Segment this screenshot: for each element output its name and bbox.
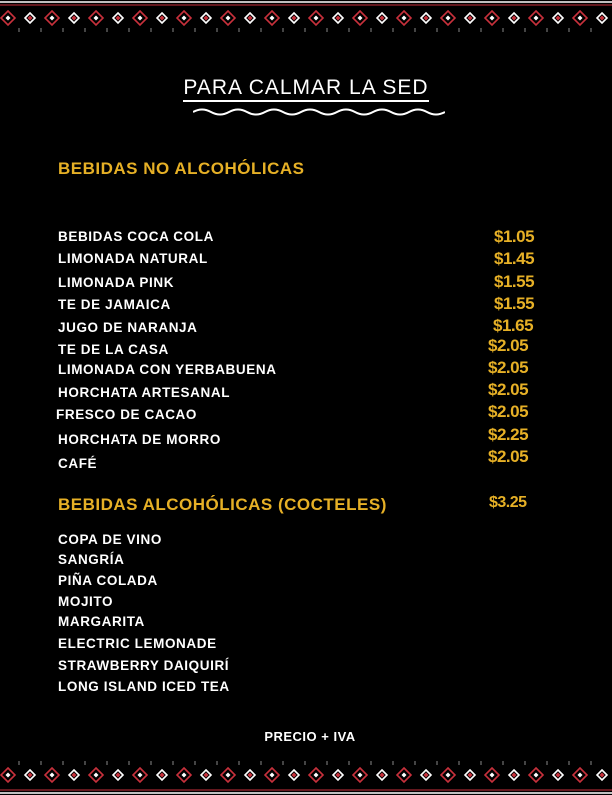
cocktail-price: $3.25 bbox=[489, 494, 527, 511]
drink-price: $1.55 bbox=[494, 294, 535, 313]
drink-item: FRESCO DE CACAO bbox=[56, 407, 198, 422]
drink-item: HORCHATA ARTESANAL bbox=[58, 385, 231, 400]
cocktail-item: MOJITO bbox=[58, 594, 114, 609]
drink-price: $1.55 bbox=[494, 272, 535, 291]
drink-item: LIMONADA PINK bbox=[58, 275, 175, 290]
cocktail-item: ELECTRIC LEMONADE bbox=[58, 636, 217, 651]
drink-price: $1.65 bbox=[493, 316, 534, 335]
cocktail-item: PIÑA COLADA bbox=[58, 573, 158, 588]
drink-item: CAFÉ bbox=[58, 456, 98, 471]
drink-price: $2.05 bbox=[488, 358, 529, 377]
drink-price: $2.05 bbox=[488, 336, 529, 355]
drink-item: BEBIDAS COCA COLA bbox=[58, 229, 214, 244]
cocktail-item: STRAWBERRY DAIQUIRÍ bbox=[58, 658, 230, 673]
menu-title: PARA CALMAR LA SED bbox=[0, 76, 612, 100]
cocktail-item: COPA DE VINO bbox=[58, 532, 162, 547]
cocktail-item: MARGARITA bbox=[58, 614, 145, 629]
top-decorative-border bbox=[0, 0, 612, 40]
non-alcoholic-heading: BEBIDAS NO ALCOHÓLICAS bbox=[58, 159, 305, 178]
title-wave-ornament bbox=[193, 107, 445, 117]
drink-price: $2.25 bbox=[488, 425, 529, 444]
cocktail-item: SANGRÍA bbox=[58, 552, 125, 567]
bottom-decorative-border bbox=[0, 755, 612, 795]
drink-price: $1.05 bbox=[494, 227, 535, 246]
price-note: PRECIO + IVA bbox=[264, 729, 356, 744]
drink-item: TE DE JAMAICA bbox=[58, 297, 171, 312]
drink-price: $1.45 bbox=[494, 249, 535, 268]
drink-item: HORCHATA DE MORRO bbox=[58, 432, 221, 447]
drink-price: $2.05 bbox=[488, 380, 529, 399]
drink-item: JUGO DE NARANJA bbox=[58, 320, 198, 335]
drink-item: LIMONADA CON YERBABUENA bbox=[58, 362, 277, 377]
drink-item: TE DE LA CASA bbox=[58, 342, 169, 357]
drink-item: LIMONADA NATURAL bbox=[58, 251, 208, 266]
drink-price: $2.05 bbox=[488, 447, 529, 466]
alcoholic-heading: BEBIDAS ALCOHÓLICAS (COCTELES) bbox=[58, 495, 387, 514]
drink-price: $2.05 bbox=[488, 402, 529, 421]
cocktail-item: LONG ISLAND ICED TEA bbox=[58, 679, 230, 694]
